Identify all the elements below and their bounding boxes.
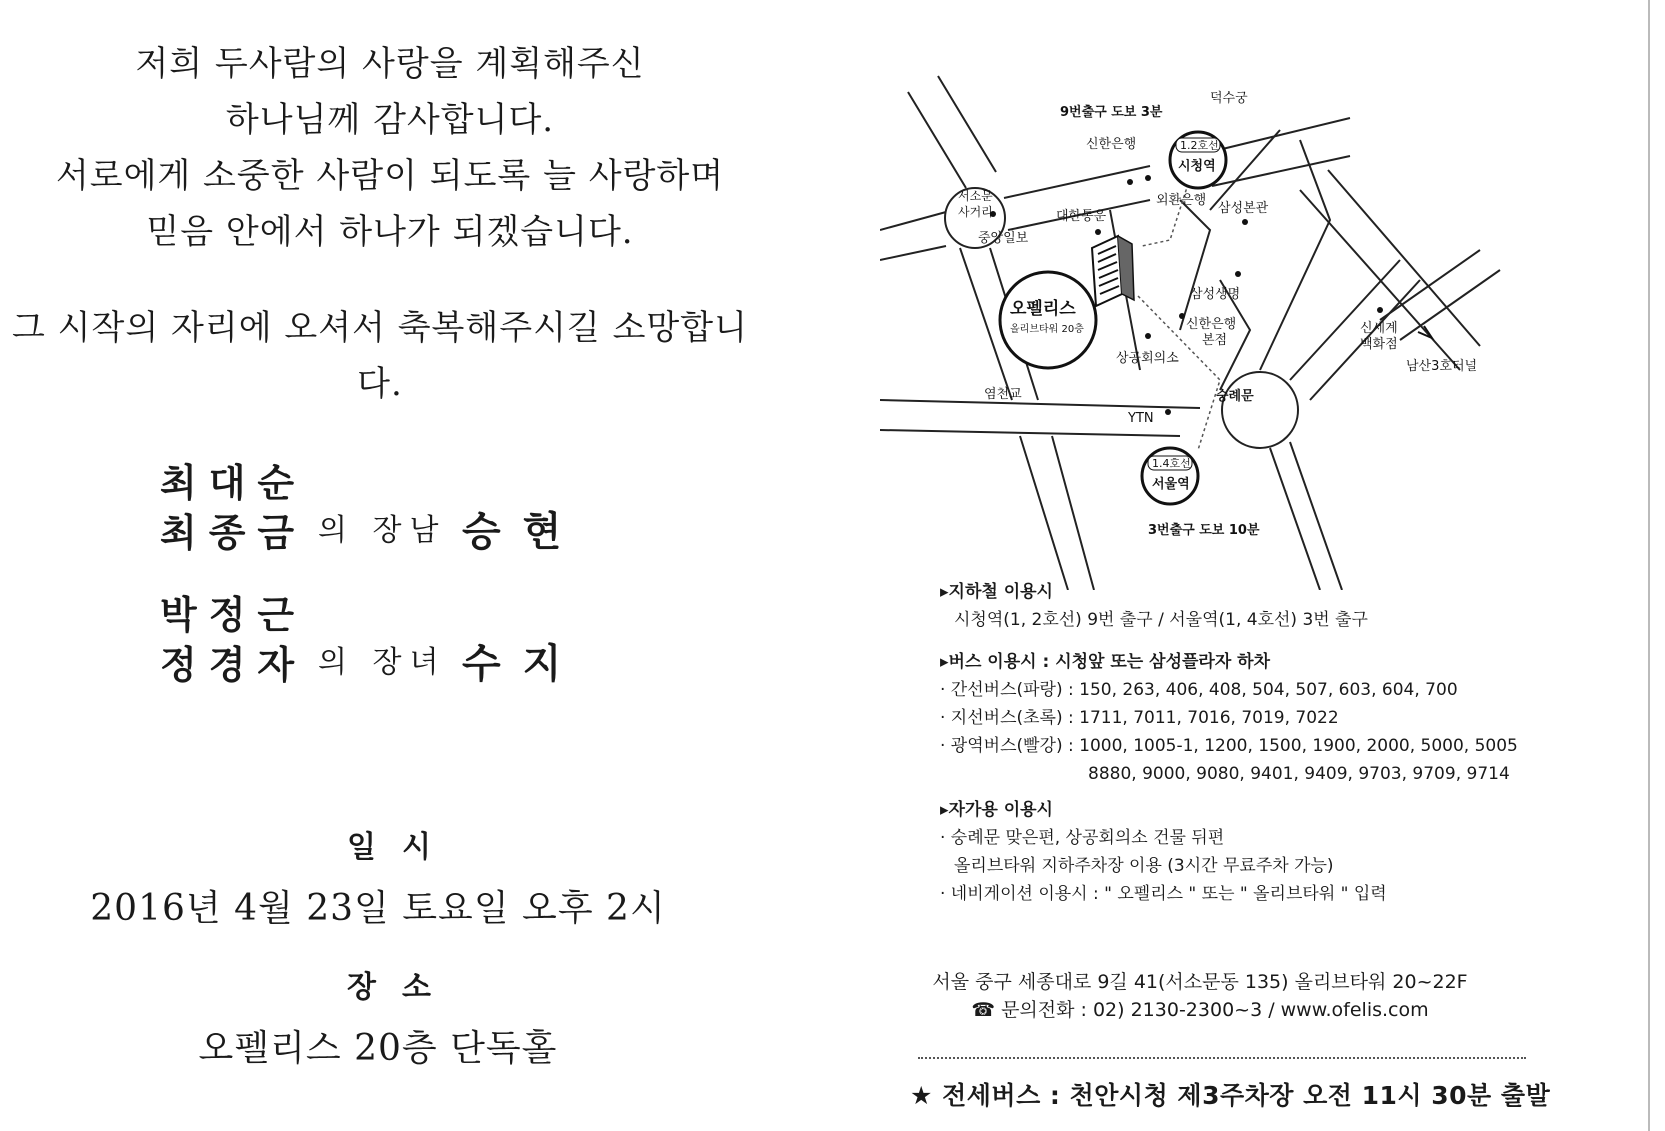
route-cityhall — [1142, 178, 1190, 246]
bus-title: ▸버스 이용시 : 시청앞 또는 삼성플라자 하차 — [940, 652, 1271, 672]
venue-phone: ☎ 문의전화 : 02) 2130-2300~3 / www.ofelis.com — [971, 999, 1429, 1021]
groom-father: 최대순 — [160, 461, 307, 505]
location-map — [880, 70, 1640, 590]
walk-routes — [1138, 178, 1220, 450]
subway-info — [940, 578, 1368, 634]
map-label: 사거리 — [958, 205, 993, 219]
map-label: 본점 — [1202, 333, 1228, 348]
directions-panel — [880, 0, 1660, 1131]
map-label: 염천교 — [984, 387, 1022, 402]
road-north-east — [1210, 118, 1350, 186]
map-label: 신한은행 — [1086, 137, 1137, 152]
map-label: 숭례문 — [1216, 389, 1254, 404]
map-label: 올리브타워 20층 — [1010, 324, 1084, 335]
dotted-divider — [918, 1057, 1526, 1059]
bus-line: · 지선버스(초록) : 1711, 7011, 7016, 7019, 7022 — [940, 708, 1339, 728]
bride-mother: 정경자 — [160, 643, 307, 687]
map-label: 외환은행 — [1156, 193, 1207, 208]
road-west-top — [880, 212, 946, 260]
bride-name: 수지 — [462, 640, 584, 687]
map-label: 서울역 — [1152, 477, 1190, 492]
ophelis-marker — [1000, 272, 1096, 368]
map-label: 1.2호선 — [1180, 139, 1219, 152]
bride-relation: 의 장녀 — [318, 645, 447, 680]
car-title: ▸자가용 이용시 — [940, 800, 1053, 820]
bus-line: · 간선버스(파랑) : 150, 263, 406, 408, 504, 507, 603, 604, 700 — [940, 680, 1458, 700]
map-label: 신세계 — [1360, 321, 1398, 336]
road-nw — [908, 76, 996, 188]
map-label: 시청역 — [1178, 159, 1216, 174]
greeting-closing: 그 시작의 자리에 오셔서 축복해주시길 소망합니다. — [12, 308, 748, 404]
greeting-line: 믿음 안에서 하나가 되겠습니다. — [146, 212, 634, 252]
map-label: 중앙일보 — [978, 231, 1029, 246]
place-heading: 장소 — [347, 970, 457, 1005]
map-label: 3번출구 도보 10분 — [1148, 523, 1260, 538]
groom-name: 승현 — [462, 508, 584, 555]
map-label: 9번출구 도보 3분 — [1060, 105, 1163, 120]
sungnyemun-roundabout — [1222, 372, 1298, 448]
road-south-east — [1270, 442, 1342, 590]
greeting-block — [0, 36, 780, 260]
map-label: 신한은행 — [1186, 317, 1237, 332]
subway-title: ▸지하철 이용시 — [940, 582, 1053, 602]
map-label: 대한통운 — [1056, 209, 1107, 224]
groom-relation: 의 장남 — [318, 513, 447, 548]
page-fold-line — [1648, 0, 1650, 1131]
groom-mother: 최종금 — [160, 511, 307, 555]
greeting-line: 저희 두사람의 사랑을 계획해주신 — [135, 44, 645, 84]
map-label: 삼성생명 — [1190, 287, 1241, 302]
road-shinsegae — [1290, 260, 1420, 400]
car-line: · 네비게이션 이용시 : " 오펠리스 " 또는 " 올리브타워 " 입력 — [940, 884, 1387, 904]
map-label: YTN — [1128, 411, 1154, 426]
bus-info — [940, 648, 1518, 788]
car-info — [940, 796, 1387, 908]
bus-line: 8880, 9000, 9080, 9401, 9409, 9703, 9709, 9714 — [1088, 764, 1510, 784]
map-label: 남산3호터널 — [1406, 359, 1478, 374]
car-line: · 숭례문 맞은편, 상공회의소 건물 뒤편 — [940, 828, 1225, 848]
road-south-west — [1020, 436, 1094, 590]
map-label: 1.4호선 — [1152, 457, 1191, 470]
subway-line: 시청역(1, 2호선) 9번 출구 / 서울역(1, 4호선) 3번 출구 — [954, 610, 1368, 630]
charter-bus-notice: ★ 전세버스 : 천안시청 제3주차장 오전 11시 30분 출발 — [910, 1081, 1551, 1110]
groom-family — [160, 458, 306, 558]
road-inner — [1210, 130, 1330, 370]
car-line: 올리브타워 지하주차장 이용 (3시간 무료주차 가능) — [954, 856, 1334, 876]
map-label: 상공회의소 — [1116, 351, 1179, 366]
date-value: 2016년 4월 23일 토요일 오후 2시 — [90, 888, 666, 929]
bus-line: · 광역버스(빨강) : 1000, 1005-1, 1200, 1500, 1900, 2000, 5000, 5005 — [940, 736, 1518, 756]
map-label: 백화점 — [1360, 337, 1398, 352]
building-icon — [1092, 236, 1134, 306]
greeting-line: 하나님께 감사합니다. — [225, 100, 555, 140]
date-heading: 일시 — [347, 830, 457, 865]
greeting-line: 서로에게 소중한 사람이 되도록 늘 사랑하며 — [55, 156, 725, 196]
bride-father: 박정근 — [160, 593, 307, 637]
place-value: 오펠리스 20층 단독홀 — [198, 1028, 558, 1069]
map-label: 덕수궁 — [1210, 91, 1248, 106]
map-label: 오펠리스 — [1010, 299, 1076, 319]
bride-family — [160, 590, 306, 690]
venue-address: 서울 중구 세종대로 9길 41(서소문동 135) 올리브타워 20~22F — [932, 971, 1468, 993]
invitation-left-panel — [0, 0, 780, 1131]
map-label: 서소문 — [958, 189, 993, 203]
map-label: 삼성본관 — [1218, 201, 1269, 216]
